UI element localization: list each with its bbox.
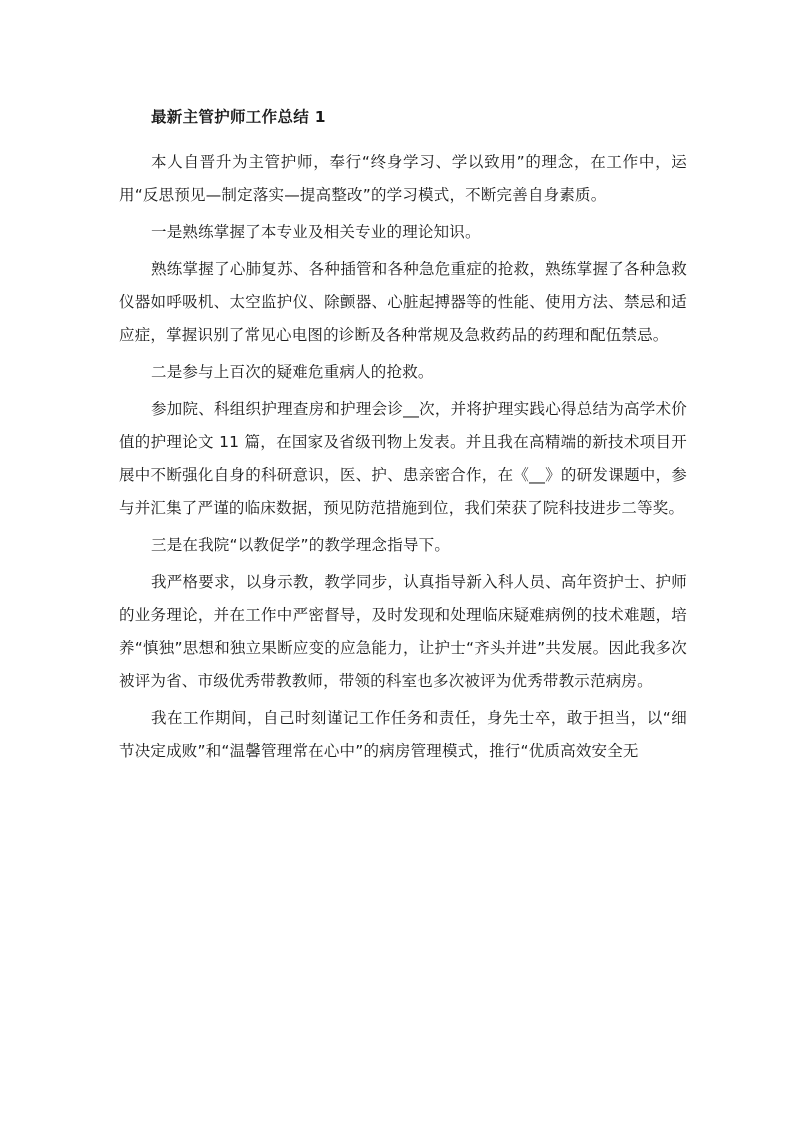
paragraph-point-two: 二是参与上百次的疑难危重病人的抢救。 [151, 363, 434, 381]
paragraph-research: 参加院、科组织护理查房和护理会诊__次，并将护理实践心得总结为高学术价值的护理论文 11 篇，在国家及省级刊物上发表。并且我在高精端的新技术项目开展中不断强化自身的科研意识，医、护、患亲密合作，在《__》的研发课题中，参与并汇集了严谨的临床数据，预见防范措施到位，我们荣获了院科技进步二等奖。 [119, 400, 687, 517]
document-title: 最新主管护师工作总结 1 [151, 108, 326, 126]
paragraph-teaching: 我严格要求，以身示教，教学同步，认真指导新入科人员、高年资护士、护师的业务理论，并在工作中严密督导，及时发现和处理临床疑难病例的技术难题，培养“慎独”思想和独立果断应变的应急能力，让护士“齐头并进”共发展。因此我多次被评为省、市级优秀带教教师，带领的科室也多次被评为优秀带教示范病房。 [119, 573, 687, 690]
paragraph-point-one: 一是熟练掌握了本专业及相关专业的理论知识。 [151, 223, 481, 241]
document-page [119, 104, 687, 768]
paragraph-point-three: 三是在我院“以教促学”的教学理念指导下。 [151, 536, 451, 554]
paragraph-management: 我在工作期间，自己时刻谨记工作任务和责任，身先士卒，敢于担当，以“细节决定成败”和“温馨管理常在心中”的病房管理模式，推行“优质高效安全无 [119, 709, 687, 760]
paragraph-intro: 本人自晋升为主管护师，奉行“终身学习、学以致用”的理念，在工作中，运用“反思预见—制定落实—提高整改”的学习模式，不断完善自身素质。 [119, 153, 687, 204]
paragraph-skills: 熟练掌握了心肺复苏、各种插管和各种急危重症的抢救，熟练掌握了各种急救仪器如呼吸机、太空监护仪、除颤器、心脏起搏器等的性能、使用方法、禁忌和适应症，掌握识别了常见心电图的诊断及各种常规及急救药品的药理和配伍禁忌。 [119, 260, 687, 344]
